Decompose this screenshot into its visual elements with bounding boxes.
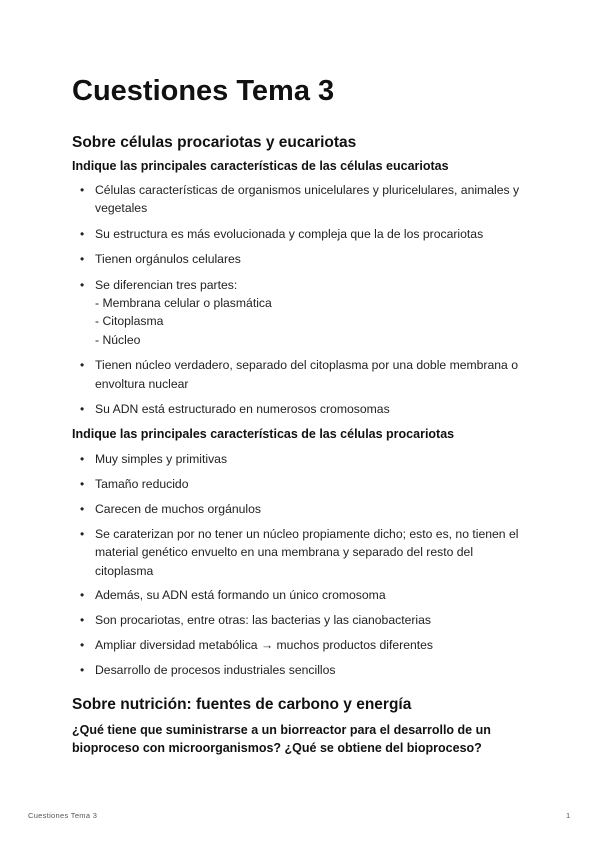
bullet-icon: • [80, 452, 85, 466]
footer-doc-title: Cuestiones Tema 3 [28, 811, 98, 820]
bullet-icon: • [80, 277, 85, 292]
list-item: • Son procariotas, entre otras: las bacterias y las cianobacterias [72, 611, 532, 629]
question-eukaryotic: Indique las principales características de las células eucariotas [72, 159, 449, 173]
page-title: Cuestiones Tema 3 [72, 75, 335, 107]
bullet-icon: • [80, 613, 85, 628]
section-heading-cells: Sobre células procariotas y eucariotas [72, 134, 357, 151]
eukaryotic-list [72, 181, 532, 418]
list-item: • Se caraterizan por no tener un núcleo propiamente dicho; esto es, no tienen el material genético envuelto en una membrana y separado del resto del citoplasma [80, 526, 519, 578]
bullet-icon: • [80, 252, 85, 267]
list-item: • Carecen de muchos orgánulos [72, 500, 532, 518]
list-item: • Muy simples y primitivas [72, 450, 532, 468]
section-heading-nutrition: Sobre nutrición: fuentes de carbono y energía [72, 696, 412, 713]
list-item: • Tienen núcleo verdadero, separado del citoplasma por una doble membrana o envoltura nuclear [80, 358, 518, 391]
list-item: • Su estructura es más evolucionada y compleja que la de los procariotas [72, 225, 532, 243]
list-item: • Tienen orgánulos celulares [72, 250, 532, 268]
bullet-icon: • [80, 638, 85, 653]
list-item: • Tamaño reducido [72, 475, 532, 493]
bullet-icon: • [80, 501, 85, 516]
bullet-icon: • [80, 226, 85, 241]
cell-part-cytoplasm: - Citoplasma [95, 314, 164, 329]
bullet-icon: • [80, 526, 85, 541]
list-item: • Además, su ADN está formando un único cromosoma [72, 586, 532, 604]
footer-page-number: 1 [566, 811, 571, 820]
bullet-icon: • [80, 588, 85, 603]
bullet-icon: • [80, 183, 85, 197]
bullet-icon: • [80, 663, 85, 678]
cell-part-nucleus: - Núcleo [95, 332, 141, 347]
list-item: • Se diferencian tres partes: - Membrana celular o plasmática - Citoplasma - Núcleo [72, 276, 532, 350]
list-item: • Su ADN está estructurado en numerosos cromosomas [72, 400, 532, 418]
list-item: • Células características de organismos unicelulares y pluricelulares, animales y vegetales [80, 183, 520, 216]
cell-part-membrane: - Membrana celular o plasmática [95, 296, 272, 311]
bullet-icon: • [80, 358, 85, 373]
question-prokaryotic: Indique las principales características de las células procariotas [72, 427, 455, 441]
list-item: • Ampliar diversidad metabólica → muchos productos diferentes [72, 636, 532, 654]
list-item: • Desarrollo de procesos industriales sencillos [72, 661, 532, 679]
bullet-icon: • [80, 476, 85, 491]
prokaryotic-list [72, 450, 532, 680]
bullet-icon: • [80, 402, 85, 417]
question-bioreactor: ¿Qué tiene que suministrarse a un biorreactor para el desarrollo de un bioproceso con microorganismos? ¿Qué se obtiene del bioproceso? [72, 723, 491, 755]
